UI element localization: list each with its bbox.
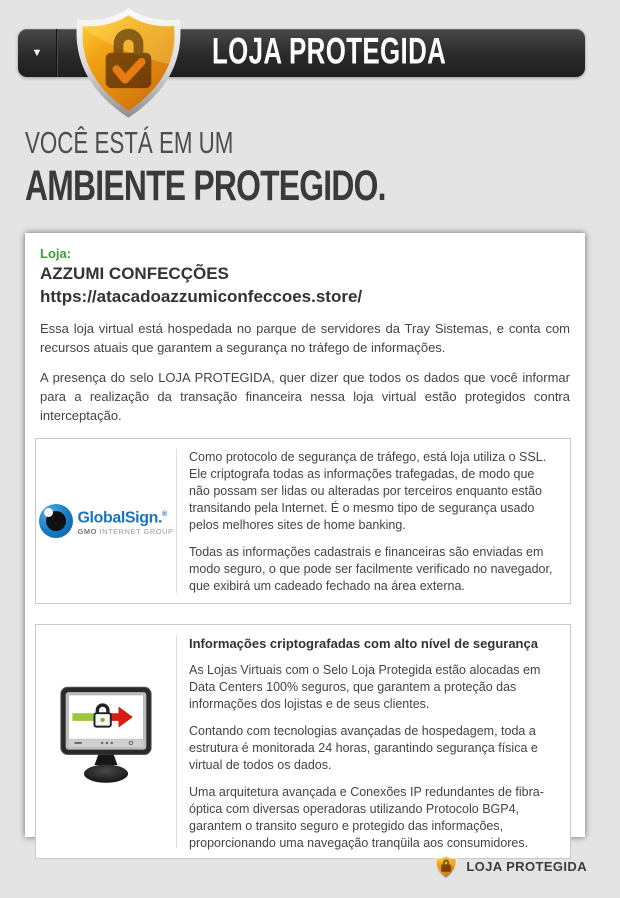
- globalsign-subtitle: GMO INTERNET GROUP: [77, 527, 174, 537]
- intro-paragraph-1: Essa loja virtual está hospedada no parque de servidores da Tray Sistemas, e conta com recursos atuais que garantem a segurança no tráfego de informações.: [40, 321, 570, 355]
- hero-heading: [25, 125, 512, 211]
- shield-icon: [434, 853, 458, 880]
- hero-line2: AMBIENTE PROTEGIDO.: [25, 162, 386, 210]
- monitor-lock-icon: [58, 685, 154, 799]
- security-paragraph-2: Contando com tecnologias avançadas de hospedagem, toda a estrutura é monitorada 24 horas, garantindo segurança física e virtual de todos os dados.: [189, 724, 538, 772]
- ssl-paragraph-2: Todas as informações cadastrais e financeiras são enviadas em modo seguro, o que pode ser facilmente verificado no navegador, que exibirá um cadeado fechado na área externa.: [189, 545, 553, 593]
- security-heading: Informações criptografadas com alto nível de segurança: [189, 636, 538, 651]
- collapse-badge-button[interactable]: [18, 29, 57, 77]
- security-info-box: [35, 624, 571, 859]
- intro-paragraph-2: A presença do selo LOJA PROTEGIDA, quer dizer que todos os dados que você informar para a realização da transação financeira nessa loja virtual estão protegidos contra interceptação.: [40, 370, 570, 423]
- globalsign-brand: GlobalSign.®: [77, 509, 167, 527]
- store-name: AZZUMI CONFECÇÕES: [40, 264, 229, 283]
- footer-badge: [434, 853, 587, 880]
- footer-label: LOJA PROTEGIDA: [466, 859, 587, 874]
- chevron-down-icon: ▼: [31, 46, 43, 59]
- security-paragraph-1: As Lojas Virtuais com o Selo Loja Protegida estão alocadas em Data Centers 100% seguros, que garantem a proteção das informações dos lojistas e de seus clientes.: [189, 663, 541, 711]
- store-label: Loja:: [40, 246, 72, 261]
- ssl-info-box: [35, 438, 571, 604]
- hero-line1: VOCÊ ESTÁ EM UM: [25, 125, 234, 160]
- store-url: https://atacadoazzumiconfeccoes.store/: [40, 287, 363, 306]
- ssl-paragraph-1: Como protocolo de segurança de tráfego, está loja utiliza o SSL. Ele criptografa todas as informações trafegadas, de modo que não possam ser lidas ou alteradas por terceiros enquanto estão transitando pela Internet. É o mesmo tipo de segurança usado pelos melhores sites de home banking.: [189, 450, 547, 532]
- globalsign-logo: [36, 439, 176, 603]
- badge-title: LOJA PROTEGIDA: [212, 30, 447, 72]
- globalsign-eye-icon: [39, 504, 73, 538]
- shield-lock-icon: [63, 6, 194, 120]
- security-paragraph-3: Uma arquitetura avançada e Conexões IP redundantes de fibra-óptica com diversas operadoras utilizando Protocolo BGP4, garantem o transito seguro e protegido das informações, proporcionando uma navegação tranqüila aos consumidores.: [189, 785, 544, 850]
- content-card: [25, 233, 585, 850]
